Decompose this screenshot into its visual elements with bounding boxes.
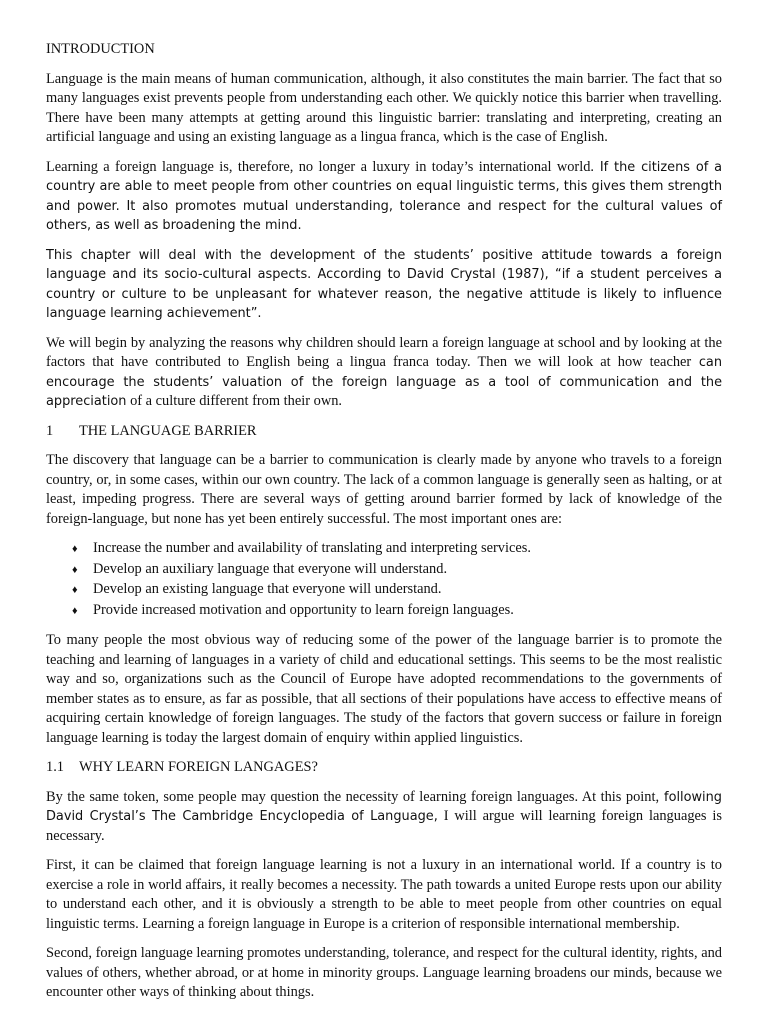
list-item: [72, 580, 722, 601]
section-1-heading: [46, 422, 722, 442]
diamond-bullet-icon: ♦: [72, 604, 78, 617]
list-item: [72, 601, 722, 622]
section-1-1-paragraph-1-part-b: following David Crystal’s The Cambridge Encyclopedia of Language,: [46, 789, 722, 824]
intro-paragraph-1: Language is the main means of human communication, although, it also constitutes the main barrier. The fact that so many languages exist prevents people from understanding each other. We quickly notice this barrier when travelling. There have been many attempts at getting around this linguistic barrier: translating and interpreting, creating an artificial language and using an existing language as a lingua franca, which is the case of English.: [46, 70, 722, 145]
section-1-1-title: WHY LEARN FOREIGN LANGAGES?: [79, 759, 318, 775]
section-1-paragraph-2: To many people the most obvious way of reducing some of the power of the language barrier is to promote the teaching and learning of languages in a variety of child and educational settings. This seems to be the most realistic way and so, organizations such as the Council of Europe have adopted recommendations to the governments of member states as to ensure, as far as possible, that all sections of their populations have access to effective means of acquiring certain knowledge of foreign languages. The study of the factors that govern success or failure in foreign language learning is today the largest domain of enquiry within applied linguistics.: [46, 632, 722, 746]
intro-paragraph-4-part-b: can encourage the students’ valuation of the foreign language as a tool of communication and the appreciation: [46, 355, 722, 409]
section-1-paragraph-1: The discovery that language can be a barrier to communication is clearly made by anyone who travels to a foreign country, or, in some cases, within our own country. The lack of a common language is generally seen as halting, or at least, impeding progress. There are several ways of getting around barrier formed by lack of knowledge of the foreign-language, but none has yet been entirely successful. The most important ones are:: [46, 452, 722, 527]
section-1-1-paragraph-2: First, it can be claimed that foreign language learning is not a luxury in an international world. If a country is to exercise a role in world affairs, it really becomes a necessity. The path towards a united Europe rests upon our ability to understand each other, and it is obviously a strength to be able to meet people from other countries on equal linguistic terms. Learning a foreign language in Europe is a criterion of responsible international membership.: [46, 857, 722, 932]
section-1-1-paragraph-1-part-c: I will argue will learning foreign languages is necessary.: [46, 808, 722, 844]
list-item-text: Provide increased motivation and opportunity to learn foreign languages.: [93, 601, 514, 618]
list-item: [72, 539, 722, 560]
list-item: [72, 560, 722, 581]
section-1-title: THE LANGUAGE BARRIER: [79, 422, 257, 439]
section-1-1-heading: [46, 758, 722, 778]
intro-heading: INTRODUCTION: [46, 41, 155, 57]
list-item-text: Develop an auxiliary language that everyone will understand.: [93, 560, 448, 577]
section-1-1-number: 1.1: [46, 759, 64, 775]
intro-paragraph-2-part-a: Learning a foreign language is, therefore, no longer a luxury in today’s international world.: [46, 158, 594, 175]
section-1-number: 1: [46, 422, 54, 439]
section-1-1-paragraph-3: Second, foreign language learning promotes understanding, tolerance, and respect for the cultural identity, rights, and values of others, whether abroad, or at home in minority groups. Language learning broadens our minds, because we encounter other ways of thinking about things.: [46, 945, 722, 1000]
intro-paragraph-4-part-a: We will begin by analyzing the reasons why children should learn a foreign language at school and by looking at the factors that have contributed to English being a lingua franca today. Then we will look at how teacher: [46, 334, 722, 370]
section-1-1-paragraph-1: [46, 788, 722, 847]
intro-paragraph-4: [46, 334, 722, 412]
intro-paragraph-4-part-c: of a culture different from their own.: [126, 393, 342, 409]
list-item-text: Develop an existing language that everyone will understand.: [93, 581, 442, 597]
diamond-bullet-icon: ♦: [72, 584, 78, 596]
diamond-bullet-icon: ♦: [72, 543, 78, 555]
section-1-1-paragraph-1-part-a: By the same token, some people may question the necessity of learning foreign languages. At this point,: [46, 788, 660, 805]
intro-paragraph-2-part-b: If the citizens of a country are able to meet people from other countries on equal linguistic terms, this gives them strength and power. It also promotes mutual understanding, tolerance and respect for the cultural values of others, as well as broadening the mind.: [46, 159, 723, 233]
intro-paragraph-2: [46, 158, 722, 236]
list-item-text: Increase the number and availability of translating and interpreting services.: [93, 540, 531, 556]
intro-paragraph-3: This chapter will deal with the development of the students’ positive attitude towards a foreign language and its socio-cultural aspects. According to David Crystal (1987), “if a student perceives a country or culture to be unpleasant for whatever reason, the negative attitude is likely to influence language learning achievement”.: [46, 247, 722, 321]
diamond-bullet-icon: ♦: [72, 563, 78, 576]
bullet-list: [46, 539, 722, 621]
